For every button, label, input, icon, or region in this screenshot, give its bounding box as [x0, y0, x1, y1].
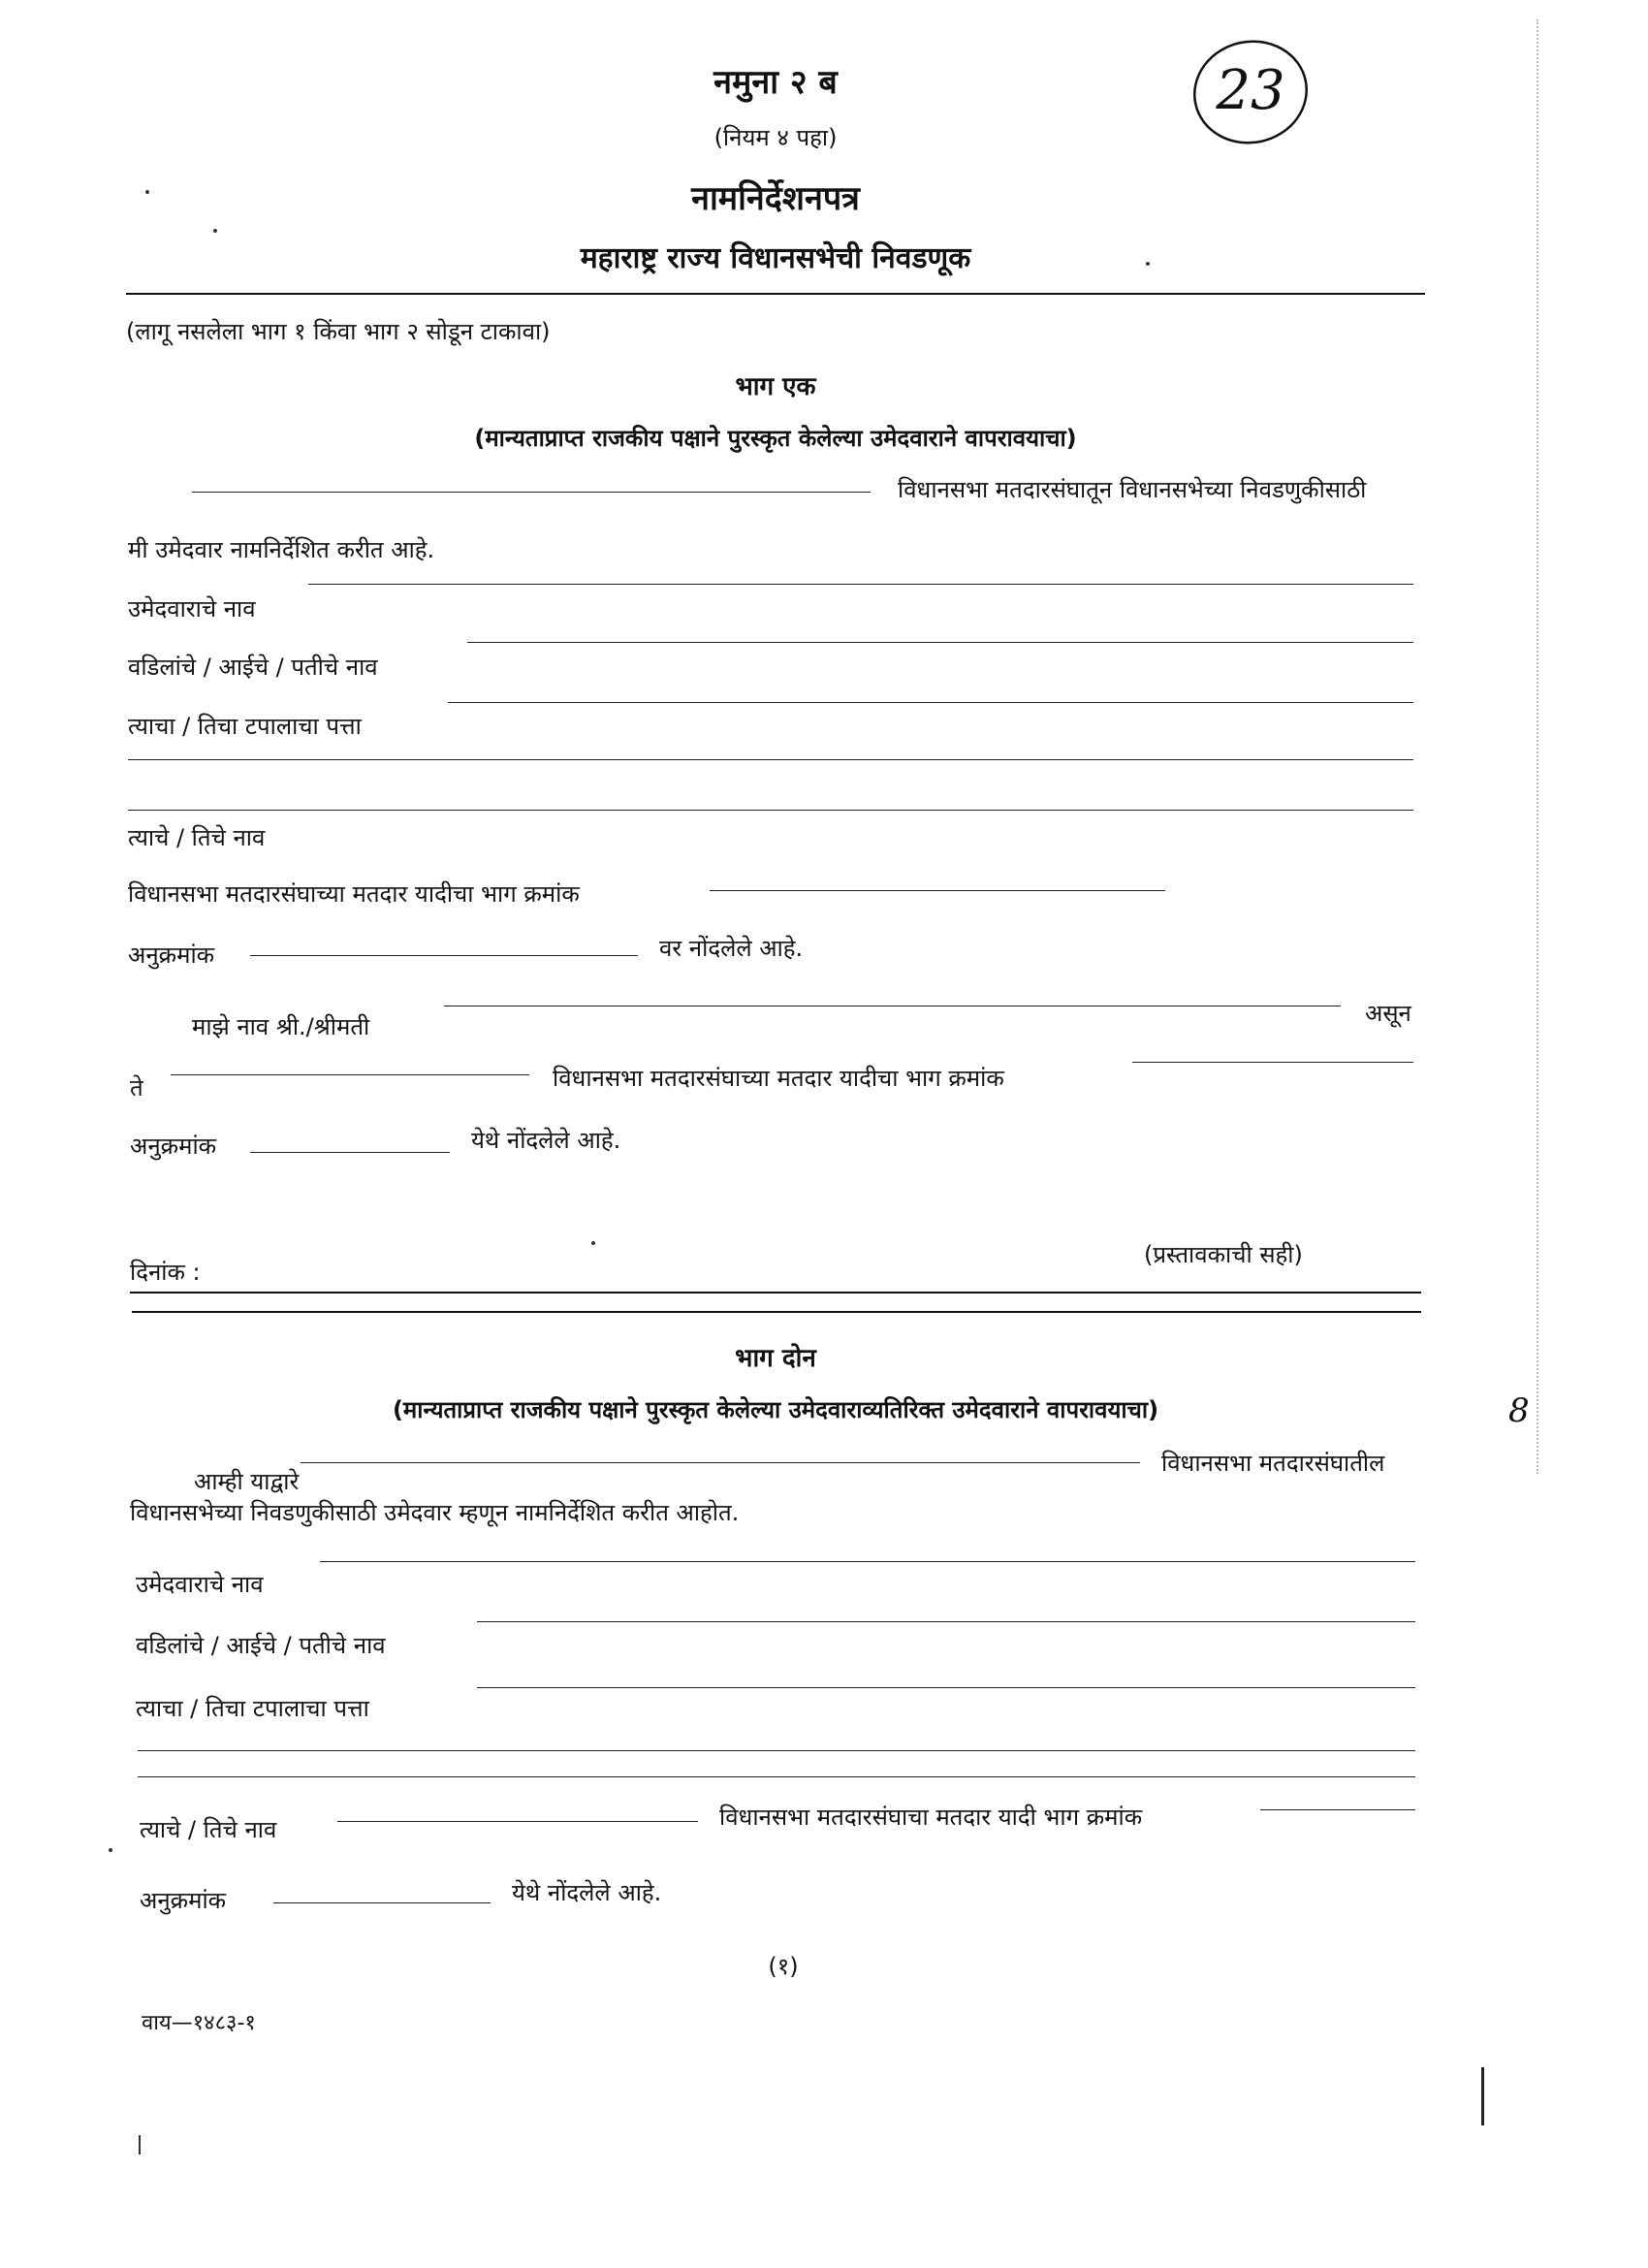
date-label: दिनांक : — [130, 1259, 201, 1286]
roll-part-3-field — [1260, 1809, 1415, 1810]
that-field — [171, 1074, 529, 1075]
roll-part-label: विधानसभा मतदारसंघाच्या मतदार यादीचा भाग क्रमांक — [128, 880, 580, 908]
proposer-signature: (प्रस्तावकाची सही) — [1144, 1241, 1303, 1268]
page-mark-text: 23 — [1216, 59, 1285, 122]
election-title: महाराष्ट्र राज्य विधानसभेची निवडणूक — [580, 241, 971, 275]
roll-part-2-label: विधानसभा मतदारसंघाच्या मतदार यादीचा भाग क्रमांक — [553, 1065, 1004, 1092]
document-title: नामनिर्देशनपत्र — [691, 179, 860, 218]
his-her-name-2-label: त्याचे / तिचे नाव — [140, 1816, 277, 1843]
candidate-name-2-label: उमेदवाराचे नाव — [136, 1571, 264, 1598]
rule-reference: (नियम ४ पहा) — [713, 124, 838, 151]
print-code: वाय—१४८३-१ — [142, 2011, 256, 2035]
parent-name-label: वडिलांचे / आईचे / पतीचे नाव — [128, 654, 378, 681]
instruction-note: (लागू नसलेला भाग १ किंवा भाग २ सोडून टाकावा) — [126, 318, 551, 345]
entered-here-2: येथे नोंदलेले आहे. — [512, 1879, 662, 1906]
candidate-name-label: उमेदवाराचे नाव — [128, 595, 256, 623]
postal-address-field — [448, 702, 1413, 703]
his-her-name-2-field — [337, 1821, 698, 1822]
scan-speck — [213, 229, 217, 233]
part-one-subheading: (मान्यताप्राप्त राजकीय पक्षाने पुरस्कृत केलेल्या उमेदवाराने वापरावयाचा) — [474, 425, 1077, 452]
margin-mark: 8 — [1508, 1391, 1530, 1430]
postal-address-2-label: त्याचा / तिचा टपालाचा पत्ता — [136, 1695, 369, 1722]
scan-tick — [139, 2135, 141, 2155]
serial-3-label: अनुक्रमांक — [140, 1887, 227, 1914]
candidate-name-2-field — [320, 1561, 1415, 1562]
parent-name-2-field — [477, 1621, 1415, 1622]
candidate-name-field — [308, 584, 1413, 585]
page-number: (१) — [768, 1953, 799, 1980]
postal-address-label: त्याचा / तिचा टपालाचा पत्ता — [128, 713, 362, 740]
parent-name-field — [467, 642, 1413, 643]
in-constituency: विधानसभा मतदारसंघातील — [1161, 1450, 1385, 1477]
constituency-blank — [192, 492, 871, 493]
postal-address-field-3 — [128, 810, 1413, 811]
my-name-label: माझे नाव श्री./श्रीमती — [192, 1013, 370, 1040]
serial-label: अनुक्रमांक — [128, 942, 215, 969]
scan-speck — [145, 190, 149, 194]
part-one-end-rule-2 — [132, 1311, 1421, 1313]
being-text: असून — [1365, 1000, 1411, 1027]
part-two-heading: भाग दोन — [735, 1344, 816, 1373]
scan-edge — [1537, 19, 1538, 1474]
serial-field — [250, 955, 638, 956]
his-her-name-label: त्याचे / तिचे नाव — [128, 824, 266, 851]
serial-3-field — [273, 1902, 491, 1903]
scan-bar — [1481, 2067, 1484, 2125]
serial-2-label: अनुक्रमांक — [130, 1133, 217, 1160]
nominate-line-2: विधानसभेच्या निवडणुकीसाठी उमेदवार म्हणून नामनिर्देशित करीत आहोत. — [130, 1499, 740, 1526]
postal-address-field-2 — [128, 759, 1413, 760]
scan-speck — [109, 1848, 112, 1852]
part-one-heading: भाग एक — [735, 372, 816, 401]
we-hereby: आम्ही याद्वारे — [194, 1468, 300, 1495]
handwritten-page-mark — [1181, 27, 1321, 158]
constituency-suffix: विधानसभा मतदारसंघातून विधानसभेच्या निवडणुकीसाठी — [898, 476, 1367, 503]
postal-address-2-field-3 — [138, 1776, 1415, 1777]
postal-address-2-field-2 — [138, 1750, 1415, 1751]
roll-part-2-field — [1132, 1062, 1413, 1063]
scan-speck — [591, 1241, 595, 1245]
constituency-2-blank — [301, 1462, 1140, 1463]
part-two-subheading: (मान्यताप्राप्त राजकीय पक्षाने पुरस्कृत केलेल्या उमेदवाराव्यतिरिक्त उमेदवाराने वापरावयाचा) — [392, 1396, 1159, 1423]
scan-speck — [1146, 262, 1150, 266]
roll-part-3-label: विधानसभा मतदारसंघाचा मतदार यादी भाग क्रमांक — [719, 1804, 1143, 1831]
serial-2-field — [250, 1152, 450, 1153]
nominate-line: मी उमेदवार नामनिर्देशित करीत आहे. — [128, 536, 435, 563]
parent-name-2-label: वडिलांचे / आईचे / पतीचे नाव — [136, 1632, 386, 1659]
entered-at: वर नोंदलेले आहे. — [659, 935, 804, 962]
part-one-end-rule — [130, 1292, 1421, 1294]
postal-address-2-field — [477, 1687, 1415, 1688]
that-label: ते — [130, 1074, 143, 1102]
roll-part-field — [710, 890, 1165, 891]
form-number: नमुना २ ब — [713, 63, 838, 102]
header-rule — [126, 293, 1425, 295]
entered-here: येथे नोंदलेले आहे. — [471, 1127, 621, 1154]
